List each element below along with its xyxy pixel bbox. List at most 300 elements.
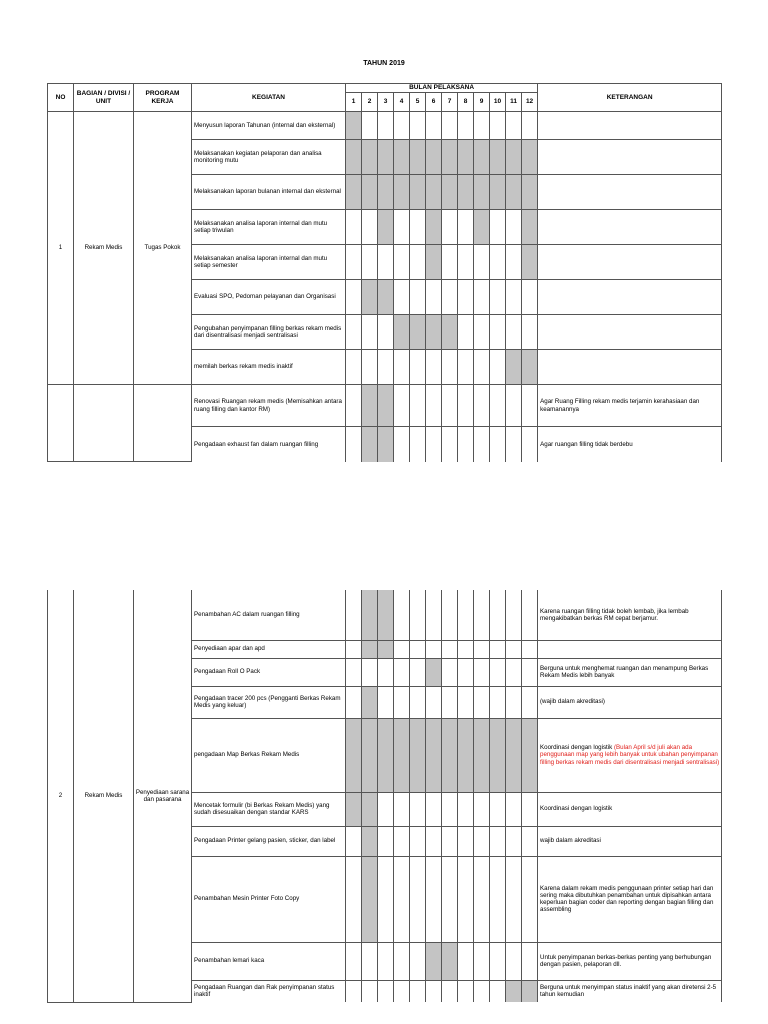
- keterangan-text: Untuk penyimpanan berkas-berkas penting yang berhubungan dengan pasien, pelaporan dll.: [540, 953, 712, 968]
- month-cell-3: [378, 686, 394, 718]
- keterangan-cell: [538, 175, 722, 210]
- month-cell-9: [474, 856, 490, 942]
- month-cell-4: [394, 980, 410, 1002]
- month-cell-10: [490, 112, 506, 140]
- month-cell-11: [506, 385, 522, 427]
- month-cell-6: [426, 385, 442, 427]
- keterangan-note-red: (Bulan April s/d juli akan ada penggunaan map yang lebih banyak untuk ubahan penyimpanan filling berkas rekam medis dari disentralisasi menjadi sentralisasi): [540, 744, 720, 766]
- header-month-6: 6: [426, 93, 442, 112]
- month-cell-7: [442, 245, 458, 280]
- header-month-5: 5: [410, 93, 426, 112]
- month-cell-2: [362, 427, 378, 462]
- month-cell-6: [426, 280, 442, 315]
- month-cell-8: [458, 385, 474, 427]
- month-cell-6: [426, 640, 442, 658]
- month-cell-9: [474, 385, 490, 427]
- table-row: [48, 590, 722, 640]
- month-cell-8: [458, 112, 474, 140]
- month-cell-10: [490, 686, 506, 718]
- month-cell-1: [346, 686, 362, 718]
- month-cell-3: [378, 792, 394, 826]
- month-cell-4: [394, 658, 410, 686]
- month-cell-2: [362, 658, 378, 686]
- month-cell-1: [346, 140, 362, 175]
- month-cell-4: [394, 350, 410, 385]
- schedule-table-page-2: [47, 590, 722, 1003]
- month-cell-8: [458, 718, 474, 792]
- month-cell-5: [410, 350, 426, 385]
- kegiatan-cell: Pengadaan Roll O Pack: [192, 658, 346, 686]
- keterangan-cell: [538, 280, 722, 315]
- month-cell-5: [410, 427, 426, 462]
- month-cell-10: [490, 856, 506, 942]
- month-cell-5: [410, 280, 426, 315]
- month-cell-2: [362, 590, 378, 640]
- month-cell-1: [346, 175, 362, 210]
- month-cell-2: [362, 792, 378, 826]
- month-cell-4: [394, 640, 410, 658]
- month-cell-1: [346, 718, 362, 792]
- header-month-8: 8: [458, 93, 474, 112]
- keterangan-text: Agar ruangan filling tidak berdebu: [540, 440, 633, 448]
- month-cell-4: [394, 942, 410, 980]
- month-cell-4: [394, 718, 410, 792]
- month-cell-3: [378, 826, 394, 856]
- month-cell-7: [442, 315, 458, 350]
- month-cell-9: [474, 826, 490, 856]
- month-cell-5: [410, 980, 426, 1002]
- keterangan-cell: [538, 590, 722, 640]
- month-cell-6: [426, 792, 442, 826]
- month-cell-11: [506, 980, 522, 1002]
- month-cell-10: [490, 718, 506, 792]
- month-cell-9: [474, 792, 490, 826]
- keterangan-text: Berguna untuk menyimpan status inaktif yang akan diretensi 2-5 tahun kemudian: [540, 984, 717, 999]
- month-cell-10: [490, 350, 506, 385]
- month-cell-5: [410, 640, 426, 658]
- row-bagian: [74, 385, 134, 462]
- month-cell-6: [426, 427, 442, 462]
- month-cell-12: [522, 980, 538, 1002]
- month-cell-4: [394, 792, 410, 826]
- month-cell-5: [410, 385, 426, 427]
- month-cell-1: [346, 658, 362, 686]
- month-cell-1: [346, 792, 362, 826]
- keterangan-cell: [538, 210, 722, 245]
- month-cell-11: [506, 686, 522, 718]
- month-cell-8: [458, 792, 474, 826]
- month-cell-10: [490, 826, 506, 856]
- kegiatan-cell: pengadaan Map Berkas Rekam Medis: [192, 718, 346, 792]
- header-kegiatan: KEGIATAN: [192, 84, 346, 112]
- month-cell-6: [426, 686, 442, 718]
- month-cell-3: [378, 280, 394, 315]
- month-cell-1: [346, 112, 362, 140]
- month-cell-11: [506, 856, 522, 942]
- month-cell-3: [378, 315, 394, 350]
- month-cell-8: [458, 350, 474, 385]
- month-cell-10: [490, 315, 506, 350]
- month-cell-7: [442, 792, 458, 826]
- month-cell-9: [474, 640, 490, 658]
- month-cell-10: [490, 792, 506, 826]
- month-cell-9: [474, 686, 490, 718]
- keterangan-cell: [538, 140, 722, 175]
- month-cell-4: [394, 826, 410, 856]
- month-cell-4: [394, 315, 410, 350]
- month-cell-8: [458, 658, 474, 686]
- header-month-2: 2: [362, 93, 378, 112]
- month-cell-5: [410, 718, 426, 792]
- month-cell-10: [490, 590, 506, 640]
- month-cell-12: [522, 315, 538, 350]
- month-cell-9: [474, 280, 490, 315]
- table-row: [48, 112, 722, 140]
- month-cell-11: [506, 826, 522, 856]
- month-cell-9: [474, 210, 490, 245]
- month-cell-1: [346, 826, 362, 856]
- month-cell-6: [426, 942, 442, 980]
- row-no: 2: [48, 590, 74, 1002]
- month-cell-10: [490, 140, 506, 175]
- month-cell-9: [474, 427, 490, 462]
- document-title: TAHUN 2019: [363, 60, 405, 67]
- month-cell-2: [362, 942, 378, 980]
- month-cell-6: [426, 245, 442, 280]
- header-no: NO: [48, 84, 74, 112]
- month-cell-5: [410, 112, 426, 140]
- row-bagian: Rekam Medis: [74, 590, 134, 1002]
- month-cell-10: [490, 175, 506, 210]
- keterangan-cell: [538, 640, 722, 658]
- month-cell-8: [458, 640, 474, 658]
- month-cell-6: [426, 718, 442, 792]
- row-no: 1: [48, 112, 74, 385]
- month-cell-10: [490, 245, 506, 280]
- month-cell-6: [426, 980, 442, 1002]
- month-cell-5: [410, 792, 426, 826]
- month-cell-11: [506, 718, 522, 792]
- month-cell-7: [442, 350, 458, 385]
- month-cell-6: [426, 140, 442, 175]
- month-cell-8: [458, 980, 474, 1002]
- month-cell-4: [394, 175, 410, 210]
- month-cell-3: [378, 856, 394, 942]
- month-cell-7: [442, 686, 458, 718]
- month-cell-3: [378, 210, 394, 245]
- month-cell-3: [378, 140, 394, 175]
- month-cell-11: [506, 658, 522, 686]
- month-cell-12: [522, 640, 538, 658]
- month-cell-9: [474, 245, 490, 280]
- month-cell-9: [474, 942, 490, 980]
- month-cell-10: [490, 980, 506, 1002]
- month-cell-12: [522, 385, 538, 427]
- kegiatan-cell: Pengubahan penyimpanan filling berkas rekam medis dari disentralisasi menjadi sentralisasi: [192, 315, 346, 350]
- month-cell-7: [442, 112, 458, 140]
- kegiatan-cell: Penambahan AC dalam ruangan filling: [192, 590, 346, 640]
- header-month-12: 12: [522, 93, 538, 112]
- month-cell-1: [346, 210, 362, 245]
- month-cell-4: [394, 427, 410, 462]
- month-cell-1: [346, 942, 362, 980]
- month-cell-2: [362, 385, 378, 427]
- row-program: [134, 385, 192, 462]
- keterangan-cell: [538, 826, 722, 856]
- keterangan-cell: [538, 315, 722, 350]
- month-cell-7: [442, 718, 458, 792]
- month-cell-4: [394, 385, 410, 427]
- row-no: [48, 385, 74, 462]
- month-cell-10: [490, 385, 506, 427]
- month-cell-4: [394, 686, 410, 718]
- month-cell-5: [410, 856, 426, 942]
- month-cell-12: [522, 856, 538, 942]
- kegiatan-cell: Melaksanakan laporan bulanan internal dan eksternal: [192, 175, 346, 210]
- month-cell-6: [426, 658, 442, 686]
- month-cell-9: [474, 112, 490, 140]
- month-cell-4: [394, 856, 410, 942]
- month-cell-1: [346, 245, 362, 280]
- month-cell-2: [362, 210, 378, 245]
- month-cell-5: [410, 686, 426, 718]
- header-month-9: 9: [474, 93, 490, 112]
- month-cell-12: [522, 175, 538, 210]
- month-cell-11: [506, 427, 522, 462]
- kegiatan-cell: Pengadaan tracer 200 pcs (Pengganti Berkas Rekam Medis yang keluar): [192, 686, 346, 718]
- keterangan-cell: [538, 942, 722, 980]
- month-cell-7: [442, 590, 458, 640]
- month-cell-12: [522, 210, 538, 245]
- month-cell-11: [506, 792, 522, 826]
- month-cell-7: [442, 427, 458, 462]
- kegiatan-cell: memilah berkas rekam medis inaktif: [192, 350, 346, 385]
- month-cell-7: [442, 980, 458, 1002]
- month-cell-9: [474, 315, 490, 350]
- keterangan-cell: [538, 245, 722, 280]
- month-cell-5: [410, 140, 426, 175]
- month-cell-11: [506, 280, 522, 315]
- month-cell-7: [442, 856, 458, 942]
- month-cell-12: [522, 658, 538, 686]
- month-cell-2: [362, 280, 378, 315]
- keterangan-text: Karena dalam rekam medis penggunaan printer setiap hari dan sering maka dibutuhkan penambahan untuk dipisahkan antara keperluan bagian coder dan reporting dengan bagian filling dan assembling: [540, 884, 714, 914]
- month-cell-3: [378, 175, 394, 210]
- month-cell-12: [522, 427, 538, 462]
- keterangan-cell: [538, 385, 722, 427]
- kegiatan-cell: Melaksanakan analisa laporan internal dan mutu setiap triwulan: [192, 210, 346, 245]
- month-cell-7: [442, 175, 458, 210]
- month-cell-11: [506, 590, 522, 640]
- month-cell-2: [362, 640, 378, 658]
- month-cell-11: [506, 210, 522, 245]
- month-cell-2: [362, 856, 378, 942]
- month-cell-5: [410, 210, 426, 245]
- month-cell-8: [458, 315, 474, 350]
- month-cell-3: [378, 350, 394, 385]
- kegiatan-cell: Penambahan Mesin Printer Foto Copy: [192, 856, 346, 942]
- month-cell-9: [474, 658, 490, 686]
- month-cell-1: [346, 856, 362, 942]
- month-cell-7: [442, 826, 458, 856]
- month-cell-6: [426, 210, 442, 245]
- header-month-11: 11: [506, 93, 522, 112]
- month-cell-8: [458, 210, 474, 245]
- month-cell-12: [522, 350, 538, 385]
- month-cell-3: [378, 942, 394, 980]
- month-cell-5: [410, 590, 426, 640]
- month-cell-10: [490, 658, 506, 686]
- month-cell-1: [346, 427, 362, 462]
- month-cell-12: [522, 245, 538, 280]
- month-cell-4: [394, 590, 410, 640]
- month-cell-9: [474, 140, 490, 175]
- keterangan-cell: [538, 856, 722, 942]
- month-cell-11: [506, 942, 522, 980]
- month-cell-10: [490, 280, 506, 315]
- month-cell-2: [362, 350, 378, 385]
- month-cell-8: [458, 942, 474, 980]
- keterangan-cell: [538, 427, 722, 462]
- month-cell-8: [458, 686, 474, 718]
- month-cell-7: [442, 640, 458, 658]
- month-cell-9: [474, 980, 490, 1002]
- header-bulan: BULAN PELAKSANA: [346, 84, 538, 93]
- month-cell-1: [346, 590, 362, 640]
- keterangan-cell: [538, 350, 722, 385]
- month-cell-10: [490, 942, 506, 980]
- kegiatan-cell: Penambahan lemari kaca: [192, 942, 346, 980]
- header-month-1: 1: [346, 93, 362, 112]
- keterangan-text: Koordinasi dengan logistik: [540, 744, 614, 752]
- keterangan-text: Agar Ruang Filling rekam medis terjamin kerahasiaan dan keamanannya: [540, 398, 700, 413]
- keterangan-cell: [538, 792, 722, 826]
- keterangan-text: wajib dalam akreditasi: [540, 837, 601, 845]
- month-cell-2: [362, 112, 378, 140]
- kegiatan-cell: Melaksanakan kegiatan pelaporan dan analisa monitoring mutu: [192, 140, 346, 175]
- month-cell-7: [442, 942, 458, 980]
- header-program: PROGRAM KERJA: [134, 84, 192, 112]
- month-cell-3: [378, 640, 394, 658]
- month-cell-1: [346, 980, 362, 1002]
- keterangan-text: Koordinasi dengan logistik: [540, 805, 613, 813]
- month-cell-9: [474, 350, 490, 385]
- header-month-10: 10: [490, 93, 506, 112]
- month-cell-2: [362, 245, 378, 280]
- kegiatan-cell: Menyusun laporan Tahunan (internal dan eksternal): [192, 112, 346, 140]
- month-cell-8: [458, 826, 474, 856]
- month-cell-11: [506, 350, 522, 385]
- month-cell-8: [458, 280, 474, 315]
- header-month-3: 3: [378, 93, 394, 112]
- month-cell-3: [378, 980, 394, 1002]
- month-cell-5: [410, 315, 426, 350]
- month-cell-4: [394, 140, 410, 175]
- month-cell-5: [410, 245, 426, 280]
- month-cell-1: [346, 350, 362, 385]
- month-cell-8: [458, 427, 474, 462]
- month-cell-9: [474, 175, 490, 210]
- month-cell-10: [490, 210, 506, 245]
- month-cell-5: [410, 826, 426, 856]
- keterangan-cell: [538, 658, 722, 686]
- month-cell-6: [426, 350, 442, 385]
- month-cell-12: [522, 718, 538, 792]
- header-keterangan: KETERANGAN: [538, 84, 722, 112]
- month-cell-6: [426, 590, 442, 640]
- header-month-7: 7: [442, 93, 458, 112]
- keterangan-cell: [538, 718, 722, 792]
- month-cell-2: [362, 175, 378, 210]
- month-cell-8: [458, 245, 474, 280]
- month-cell-2: [362, 980, 378, 1002]
- month-cell-12: [522, 112, 538, 140]
- month-cell-12: [522, 280, 538, 315]
- month-cell-1: [346, 315, 362, 350]
- keterangan-cell: [538, 112, 722, 140]
- month-cell-8: [458, 175, 474, 210]
- month-cell-9: [474, 718, 490, 792]
- table-row: [48, 385, 722, 427]
- month-cell-2: [362, 315, 378, 350]
- keterangan-text: Berguna untuk menghemat ruangan dan menampung Berkas Rekam Medis lebih banyak: [540, 664, 709, 679]
- kegiatan-cell: Evaluasi SPO, Pedoman pelayanan dan Organisasi: [192, 280, 346, 315]
- month-cell-11: [506, 175, 522, 210]
- kegiatan-cell: Pengadaan Ruangan dan Rak penyimpanan status inaktif: [192, 980, 346, 1002]
- month-cell-1: [346, 280, 362, 315]
- keterangan-cell: [538, 980, 722, 1002]
- header-month-4: 4: [394, 93, 410, 112]
- kegiatan-cell: Renovasi Ruangan rekam medis (Memisahkan antara ruang filling dan kantor RM): [192, 385, 346, 427]
- month-cell-7: [442, 210, 458, 245]
- row-bagian: Rekam Medis: [74, 112, 134, 385]
- month-cell-12: [522, 590, 538, 640]
- month-cell-11: [506, 112, 522, 140]
- month-cell-4: [394, 210, 410, 245]
- kegiatan-cell: Penyediaan apar dan apd: [192, 640, 346, 658]
- month-cell-6: [426, 112, 442, 140]
- month-cell-12: [522, 686, 538, 718]
- month-cell-3: [378, 112, 394, 140]
- month-cell-1: [346, 385, 362, 427]
- month-cell-3: [378, 658, 394, 686]
- month-cell-11: [506, 315, 522, 350]
- month-cell-2: [362, 826, 378, 856]
- month-cell-11: [506, 640, 522, 658]
- month-cell-8: [458, 856, 474, 942]
- month-cell-4: [394, 245, 410, 280]
- month-cell-11: [506, 140, 522, 175]
- month-cell-12: [522, 942, 538, 980]
- kegiatan-cell: Pengadaan exhaust fan dalam ruangan filling: [192, 427, 346, 462]
- month-cell-7: [442, 280, 458, 315]
- month-cell-3: [378, 385, 394, 427]
- schedule-table-page-1: [47, 83, 722, 462]
- month-cell-9: [474, 590, 490, 640]
- month-cell-1: [346, 640, 362, 658]
- keterangan-text: Karena ruangan filling tidak boleh lembab, jika lembab mengakibatkan berkas RM cepat berjamur.: [540, 607, 689, 622]
- month-cell-2: [362, 140, 378, 175]
- month-cell-5: [410, 175, 426, 210]
- kegiatan-cell: Melaksanakan analisa laporan internal dan mutu setiap semester: [192, 245, 346, 280]
- month-cell-3: [378, 718, 394, 792]
- month-cell-3: [378, 590, 394, 640]
- month-cell-3: [378, 427, 394, 462]
- month-cell-10: [490, 640, 506, 658]
- month-cell-7: [442, 140, 458, 175]
- row-program: Tugas Pokok: [134, 112, 192, 385]
- keterangan-text: (wajib dalam akreditasi): [540, 698, 605, 706]
